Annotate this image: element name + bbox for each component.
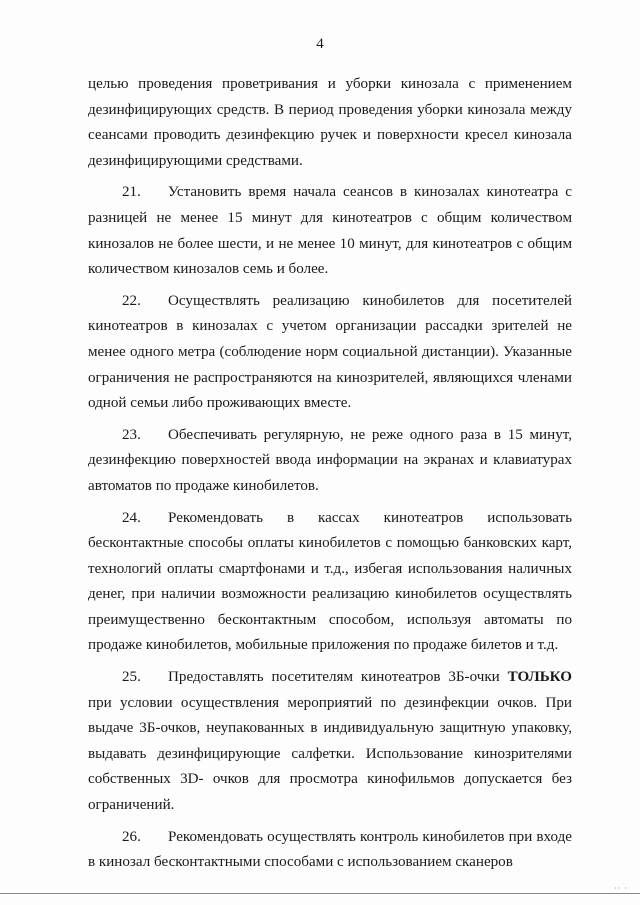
item-number: 24. [122, 509, 141, 526]
footer-mark: ·· · [614, 884, 628, 893]
item-number: 25. [122, 669, 141, 686]
item-21 [88, 180, 572, 282]
item-text-start: Предоставлять посетителям кинотеатров 3Б-очки [168, 669, 508, 686]
item-25 [88, 665, 572, 819]
item-26 [88, 825, 572, 876]
item-text-end: при условии осуществления мероприятий по дезинфекции очков. При выдаче 3Б-очков, неупакованных в индивидуальную защитную упаковку, выдавать дезинфицирующие салфетки. Использование кинозрителями собственных 3D- очков для просмотра кинофильмов допускается без ограничений. [88, 694, 572, 814]
item-number: 26. [122, 828, 141, 845]
item-emphasis: ТОЛЬКО [507, 669, 572, 686]
item-number: 21. [122, 184, 141, 201]
footer-divider [0, 893, 640, 894]
item-text: Рекомендовать осуществлять контроль кинобилетов при входе в кинозал бесконтактными способами с использованием сканеров [88, 828, 572, 871]
item-24 [88, 506, 572, 660]
item-number: 22. [122, 292, 141, 309]
item-22 [88, 289, 572, 417]
item-text: Установить время начала сеансов в кинозалах кинотеатра с разницей не менее 15 минут для кинотеатров с общим количеством кинозалов не более шести, и не менее 10 минут, для кинотеатров с общим количеством кинозалов семь и более. [88, 184, 572, 278]
item-23 [88, 423, 572, 500]
item-text: Обеспечивать регулярную, не реже одного раза в 15 минут, дезинфекцию поверхностей ввода информации на экранах и клавиатурах автоматов по продаже кинобилетов. [88, 426, 572, 494]
item-number: 23. [122, 426, 141, 443]
document-body [88, 72, 572, 882]
intro-paragraph: целью проведения проветривания и уборки кинозала с применением дезинфицирующих средств. В период проведения уборки кинозала между сеансами проводить дезинфекцию ручек и поверхности кресел кинозала дезинфицирующими средствами. [88, 76, 572, 169]
item-text: Осуществлять реализацию кинобилетов для посетителей кинотеатров в кинозалах с учетом организации рассадки зрителей не менее одного метра (соблюдение норм социальной дистанции). Указанные ограничения не распространяются на кинозрителей, являющихся членами одной семьи либо проживающих вместе. [88, 292, 572, 412]
page-number: 4 [316, 36, 324, 52]
item-text: Рекомендовать в кассах кинотеатров использовать бесконтактные способы оплаты кинобилетов с помощью банковских карт, технологий оплаты смартфонами и т.д., избегая использования наличных денег, при наличии возможности реализацию кинобилетов осуществлять преимущественно бесконтактным способом, используя автоматы по продаже кинобилетов, мобильные приложения по продаже билетов и т.д. [88, 509, 572, 654]
